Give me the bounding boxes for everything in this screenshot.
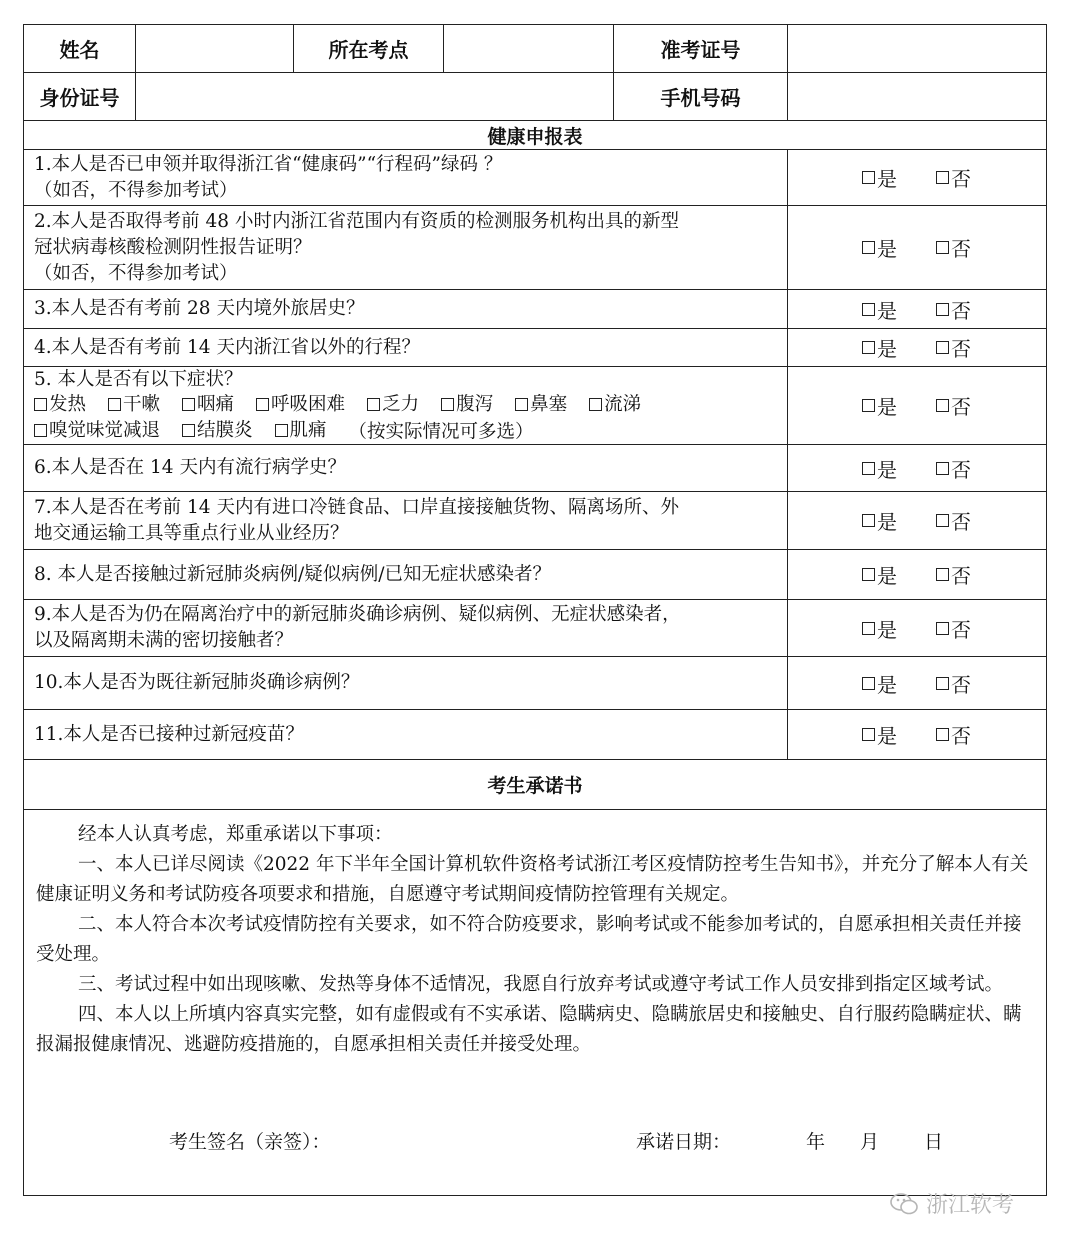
wechat-icon <box>890 1193 918 1215</box>
no-label: 否 <box>951 337 971 361</box>
pledge-item-3: 三、考试过程中如出现咳嗽、发热等身体不适情况，我愿自行放弃考试或遵守考试工作人员安排到指定区域考试。 <box>78 974 1004 995</box>
question-row <box>24 550 1046 600</box>
yes-label: 是 <box>877 617 897 642</box>
ticket-label: 准考证号 <box>614 25 788 72</box>
checkbox-icon[interactable] <box>34 398 47 411</box>
symptom-checkbox[interactable] <box>275 418 327 444</box>
question-line: （如否，不得参加考试） <box>34 262 238 284</box>
symptom-checkbox[interactable] <box>515 392 567 418</box>
checkbox-icon[interactable] <box>936 728 949 741</box>
yes-checkbox[interactable] <box>862 163 897 192</box>
yes-checkbox[interactable] <box>862 669 897 698</box>
no-checkbox[interactable] <box>936 560 971 589</box>
symptom-checkbox[interactable] <box>589 392 641 418</box>
header-row-2 <box>24 73 1046 121</box>
checkbox-icon[interactable] <box>862 622 875 635</box>
yes-checkbox[interactable] <box>862 614 897 643</box>
question-row <box>24 445 1046 492</box>
symptom-checkbox[interactable] <box>108 392 160 418</box>
checkbox-icon[interactable] <box>936 514 949 527</box>
no-label: 否 <box>951 167 971 191</box>
yes-no-options <box>788 150 1046 205</box>
checkbox-icon[interactable] <box>34 424 47 437</box>
checkbox-icon[interactable] <box>256 398 269 411</box>
symptom-label: 干嗽 <box>123 393 161 415</box>
yes-label: 是 <box>877 510 897 534</box>
yes-no-options <box>788 657 1046 709</box>
yes-label: 是 <box>877 724 897 748</box>
question-text <box>24 492 788 549</box>
checkbox-icon[interactable] <box>862 462 875 475</box>
symptom-label: 乏力 <box>382 393 420 415</box>
question-row <box>24 206 1046 290</box>
checkbox-icon[interactable] <box>862 303 875 316</box>
no-label: 否 <box>951 510 971 534</box>
no-checkbox[interactable] <box>936 391 971 420</box>
name-label: 姓名 <box>24 25 136 72</box>
question-text <box>24 445 788 491</box>
no-label: 否 <box>951 457 971 482</box>
no-checkbox[interactable] <box>936 614 971 643</box>
question-row <box>24 657 1046 710</box>
pledge-item-4: 四、本人以上所填内容真实完整，如有虚假或有不实承诺、隐瞒病史、隐瞒旅居史和接触史、自行服药隐瞒症状、瞒报漏报健康情况、逃避防疫措施的，自愿承担相关责任并接受处理。 <box>36 1004 1022 1055</box>
yes-checkbox[interactable] <box>862 720 897 749</box>
symptom-label: 流涕 <box>604 393 642 415</box>
checkbox-icon[interactable] <box>936 341 949 354</box>
yes-no-options <box>788 367 1046 444</box>
watermark-text: 浙江软考 <box>926 1193 1015 1218</box>
checkbox-icon[interactable] <box>367 398 380 411</box>
question-text <box>24 710 788 759</box>
yes-label: 是 <box>877 395 897 419</box>
question-line: 冠状病毒核酸检测阴性报告证明？ <box>34 236 312 258</box>
question-row <box>24 329 1046 367</box>
symptom-label: 肌痛 <box>289 419 327 441</box>
question-text <box>24 150 788 205</box>
question-line: 10.本人是否为既往新冠肺炎确诊病例？ <box>34 672 360 693</box>
symptom-checkbox[interactable] <box>182 418 253 444</box>
pledge-item-1: 一、本人已详尽阅读《2022 年下半年全国计算机软件资格考试浙江考区疫情防控考生告知书》，并充分了解本人有关健康证明义务和考试防疫各项要求和措施，自愿遵守考试期间疫情防控管理有关规定。 <box>36 854 1029 905</box>
date-label: 承诺日期： <box>636 1131 732 1153</box>
checkbox-icon[interactable] <box>936 568 949 581</box>
question-line: 9.本人是否为仍在隔离治疗中的新冠肺炎确诊病例、疑似病例、无症状感染者， <box>34 604 681 625</box>
question-line: 1.本人是否已申领并取得浙江省“健康码”“行程码”绿码 ？ <box>34 153 503 175</box>
question-text <box>24 657 788 709</box>
question-line: 8. 本人是否接触过新冠肺炎病例/疑似病例/已知无症状感染者？ <box>34 563 551 585</box>
health-declaration-form <box>23 24 1047 1196</box>
id-field[interactable] <box>136 73 614 120</box>
yes-label: 是 <box>877 457 897 482</box>
yes-checkbox[interactable] <box>862 295 897 324</box>
no-checkbox[interactable] <box>936 163 971 192</box>
no-label: 否 <box>951 724 971 748</box>
symptom-label: 结膜炎 <box>197 419 253 441</box>
question-row <box>24 492 1046 550</box>
question-line: 3.本人是否有考前 28 天内境外旅居史？ <box>34 298 365 319</box>
checkbox-icon[interactable] <box>936 677 949 690</box>
checkbox-icon[interactable] <box>862 171 875 184</box>
question-line: 11.本人是否已接种过新冠疫苗？ <box>34 723 304 745</box>
yes-no-options <box>788 550 1046 599</box>
name-field[interactable] <box>136 25 294 72</box>
site-field[interactable] <box>444 25 614 72</box>
symptom-line <box>34 418 779 444</box>
question-text <box>24 367 788 444</box>
yes-checkbox[interactable] <box>862 506 897 535</box>
question-line: 6.本人是否在 14 天内有流行病学史？ <box>34 457 346 478</box>
question-line: 地交通运输工具等重点行业从业经历？ <box>34 522 349 544</box>
symptom-label: 腹泻 <box>456 393 494 415</box>
date-year: 年 <box>806 1131 826 1153</box>
yes-no-options <box>788 600 1046 656</box>
question-line: 7.本人是否在考前 14 天内有进口冷链食品、口岸直接接触货物、隔离场所、外 <box>34 496 679 518</box>
symptom-label: 发热 <box>49 393 87 415</box>
yes-no-options <box>788 206 1046 289</box>
no-checkbox[interactable] <box>936 233 971 262</box>
yes-no-options <box>788 329 1046 366</box>
yes-no-options <box>788 290 1046 328</box>
yes-label: 是 <box>877 564 897 588</box>
checkbox-icon[interactable] <box>936 462 949 475</box>
yes-checkbox[interactable] <box>862 454 897 483</box>
no-checkbox[interactable] <box>936 720 971 749</box>
symptom-label: 鼻塞 <box>530 393 568 415</box>
yes-checkbox[interactable] <box>862 391 897 420</box>
no-label: 否 <box>951 564 971 588</box>
no-checkbox[interactable] <box>936 295 971 324</box>
signature-label: 考生签名（亲签）： <box>169 1131 331 1153</box>
pledge-title: 考生承诺书 <box>24 760 1046 810</box>
pledge-item-2: 二、本人符合本次考试疫情防控有关要求，如不符合防疫要求，影响考试或不能参加考试的，自愿承担相关责任并接受处理。 <box>36 914 1022 965</box>
yes-label: 是 <box>877 167 897 191</box>
question-line: 以及隔离期未满的密切接触者？ <box>34 630 294 651</box>
yes-no-options <box>788 445 1046 491</box>
question-text <box>24 206 788 289</box>
symptom-checkbox[interactable] <box>256 392 345 418</box>
yes-no-options <box>788 710 1046 759</box>
question-row <box>24 290 1046 329</box>
checkbox-icon[interactable] <box>936 622 949 635</box>
checkbox-icon[interactable] <box>182 424 195 437</box>
yes-no-options <box>788 492 1046 549</box>
no-label: 否 <box>951 298 971 323</box>
header-row-1 <box>24 25 1046 73</box>
question-row <box>24 710 1046 760</box>
checkbox-icon[interactable] <box>862 514 875 527</box>
checkbox-icon[interactable] <box>515 398 528 411</box>
checkbox-icon[interactable] <box>862 677 875 690</box>
symptom-checkbox[interactable] <box>34 392 86 418</box>
symptom-label: 嗅觉味觉减退 <box>49 419 161 441</box>
checkbox-icon[interactable] <box>862 728 875 741</box>
no-label: 否 <box>951 672 971 697</box>
checkbox-icon[interactable] <box>441 398 454 411</box>
checkbox-icon[interactable] <box>108 398 121 411</box>
yes-label: 是 <box>877 237 897 261</box>
phone-field[interactable] <box>788 73 1046 120</box>
no-checkbox[interactable] <box>936 454 971 483</box>
phone-label: 手机号码 <box>614 73 788 120</box>
no-checkbox[interactable] <box>936 333 971 362</box>
yes-label: 是 <box>877 672 897 697</box>
date-month: 月 <box>860 1131 880 1153</box>
yes-label: 是 <box>877 337 897 361</box>
symptom-checkbox[interactable] <box>441 392 493 418</box>
question-text <box>24 550 788 599</box>
question-row <box>24 367 1046 445</box>
no-label: 否 <box>951 237 971 261</box>
symptom-label: 呼吸困难 <box>271 393 346 415</box>
health-table-title: 健康申报表 <box>24 121 1046 150</box>
question-text <box>24 329 788 366</box>
checkbox-icon[interactable] <box>936 241 949 254</box>
checkbox-icon[interactable] <box>182 398 195 411</box>
symptom-checkbox[interactable] <box>182 392 234 418</box>
yes-checkbox[interactable] <box>862 233 897 262</box>
question-text <box>24 290 788 328</box>
symptom-label: 咽痛 <box>197 393 235 415</box>
question-line: 2.本人是否取得考前 48 小时内浙江省范围内有资质的检测服务机构出具的新型 <box>34 210 679 232</box>
checkbox-icon[interactable] <box>589 398 602 411</box>
site-label: 所在考点 <box>294 25 444 72</box>
question-line: （如否，不得参加考试） <box>34 179 238 201</box>
no-checkbox[interactable] <box>936 669 971 698</box>
question-row <box>24 150 1046 206</box>
symptom-checkbox[interactable] <box>34 418 160 444</box>
question-row <box>24 600 1046 657</box>
yes-label: 是 <box>877 298 897 323</box>
no-label: 否 <box>951 617 971 642</box>
no-checkbox[interactable] <box>936 506 971 535</box>
question-line: 5. 本人是否有以下症状？ <box>34 369 243 390</box>
checkbox-icon[interactable] <box>862 399 875 412</box>
checkbox-icon[interactable] <box>862 568 875 581</box>
yes-checkbox[interactable] <box>862 333 897 362</box>
checkbox-icon[interactable] <box>936 303 949 316</box>
symptom-line <box>34 392 779 418</box>
date-day: 日 <box>924 1131 944 1153</box>
checkbox-icon[interactable] <box>862 241 875 254</box>
checkbox-icon[interactable] <box>275 424 288 437</box>
checkbox-icon[interactable] <box>936 171 949 184</box>
checkbox-icon[interactable] <box>936 399 949 412</box>
checkbox-icon[interactable] <box>862 341 875 354</box>
yes-checkbox[interactable] <box>862 560 897 589</box>
question-text <box>24 600 788 656</box>
question-line: 4.本人是否有考前 14 天内浙江省以外的行程？ <box>34 336 420 358</box>
symptoms-note: （按实际情况可多选） <box>348 421 534 443</box>
pledge-intro: 经本人认真考虑，郑重承诺以下事项： <box>78 824 393 845</box>
symptom-checkbox[interactable] <box>367 392 419 418</box>
watermark <box>890 1188 1014 1219</box>
id-label: 身份证号 <box>24 73 136 120</box>
ticket-field[interactable] <box>788 25 1046 72</box>
no-label: 否 <box>951 395 971 419</box>
